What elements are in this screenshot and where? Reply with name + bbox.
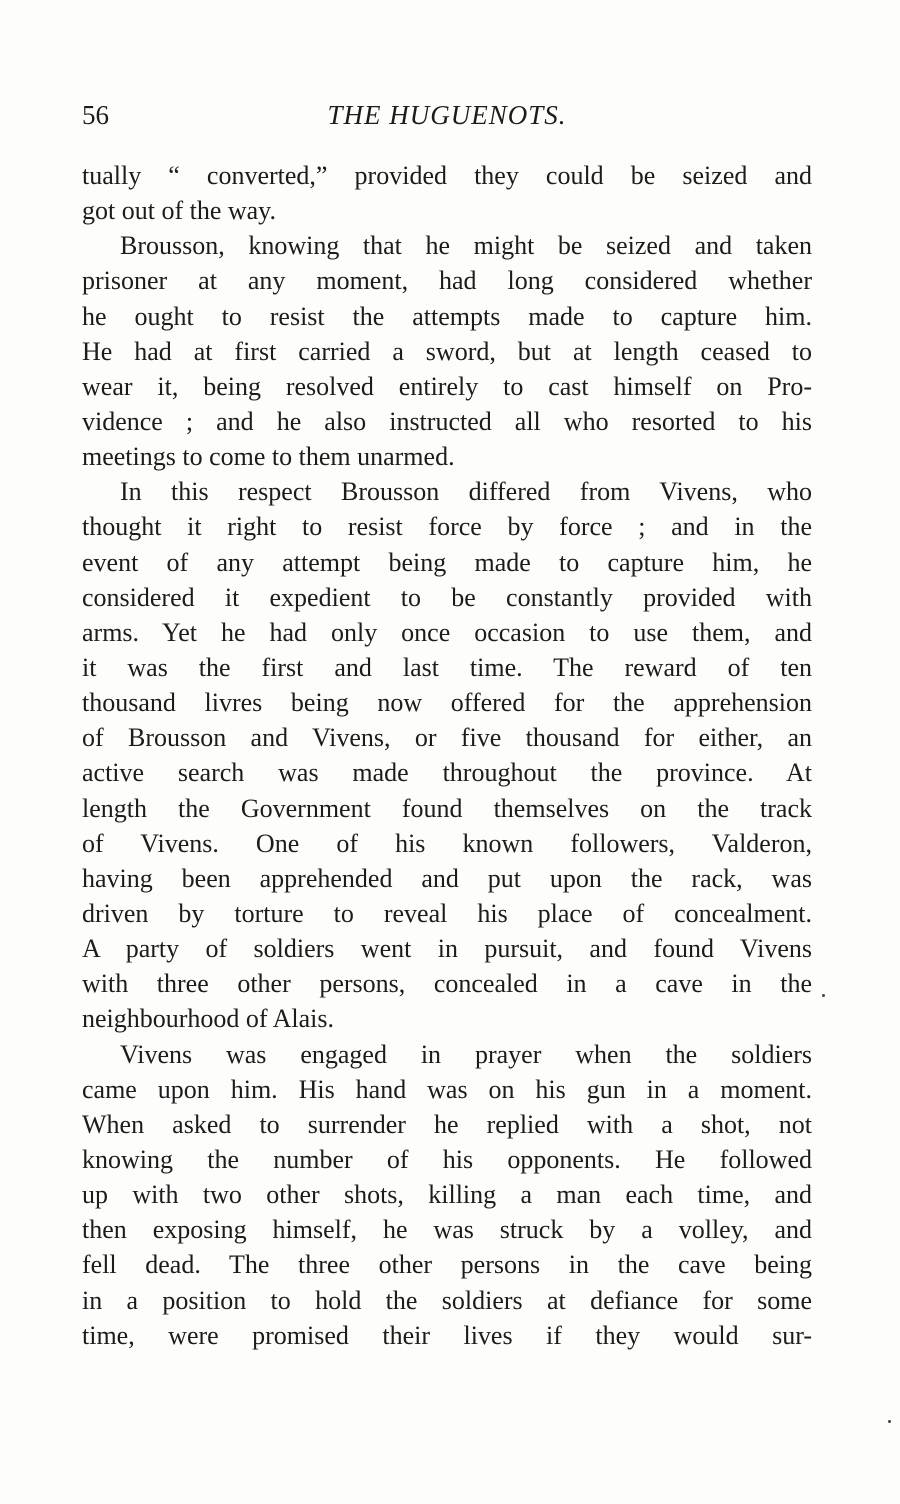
text-line: event of any attempt being made to capture him, he	[82, 547, 812, 577]
text-line: active search was made throughout the province. At	[82, 758, 812, 788]
text-line: came upon him. His hand was on his gun in a moment.	[82, 1074, 812, 1104]
text-line: driven by torture to reveal his place of concealment.	[82, 898, 812, 928]
body-text	[82, 158, 812, 1353]
text-line: A party of soldiers went in pursuit, and found Vivens	[82, 934, 812, 964]
text-line: having been apprehended and put upon the rack, was	[82, 863, 812, 893]
text-line: fell dead. The three other persons in the cave being	[82, 1250, 812, 1280]
text-line: then exposing himself, he was struck by a volley, and	[82, 1215, 812, 1245]
text-line: up with two other shots, killing a man each time, and	[82, 1180, 812, 1210]
text-line: Vivens was engaged in prayer when the soldiers	[120, 1039, 812, 1069]
running-title: THE HUGUENOTS.	[327, 100, 567, 130]
text-line: knowing the number of his opponents. He followed	[82, 1144, 812, 1174]
text-line: wear it, being resolved entirely to cast himself on Pro-	[82, 371, 812, 401]
text-line: of Vivens. One of his known followers, Valderon,	[82, 828, 812, 858]
text-line: arms. Yet he had only once occasion to use them, and	[82, 617, 812, 647]
text-line: in a position to hold the soldiers at defiance for some	[82, 1285, 812, 1315]
text-line: length the Government found themselves on the track	[82, 793, 812, 823]
text-line: In this respect Brousson differed from Vivens, who	[120, 477, 812, 507]
text-line: got out of the way.	[82, 196, 276, 226]
text-line: prisoner at any moment, had long considered whether	[82, 266, 812, 296]
text-line: He had at first carried a sword, but at length ceased to	[82, 336, 812, 366]
text-line: When asked to surrender he replied with a shot, not	[82, 1109, 812, 1139]
text-line: vidence ; and he also instructed all who resorted to his	[82, 406, 812, 436]
text-line: it was the first and last time. The reward of ten	[82, 652, 812, 682]
ink-speck	[822, 994, 825, 997]
text-line: thought it right to resist force by force ; and in the	[82, 512, 812, 542]
ink-speck	[888, 1420, 891, 1423]
text-line: tually “ converted,” provided they could be seized and	[82, 161, 812, 190]
text-line: meetings to come to them unarmed.	[82, 442, 455, 472]
text-line: Brousson, knowing that he might be seized and taken	[120, 231, 812, 261]
text-line: of Brousson and Vivens, or five thousand for either, an	[82, 723, 812, 753]
page-number: 56	[82, 100, 109, 130]
text-line: thousand livres being now offered for the apprehension	[82, 688, 812, 718]
text-line: with three other persons, concealed in a cave in the	[82, 969, 812, 999]
text-line: neighbourhood of Alais.	[82, 1004, 335, 1034]
text-line: time, were promised their lives if they would sur-	[82, 1320, 812, 1350]
text-line: he ought to resist the attempts made to capture him.	[82, 301, 812, 331]
running-head	[82, 100, 812, 136]
text-line: considered it expedient to be constantly provided with	[82, 582, 812, 612]
